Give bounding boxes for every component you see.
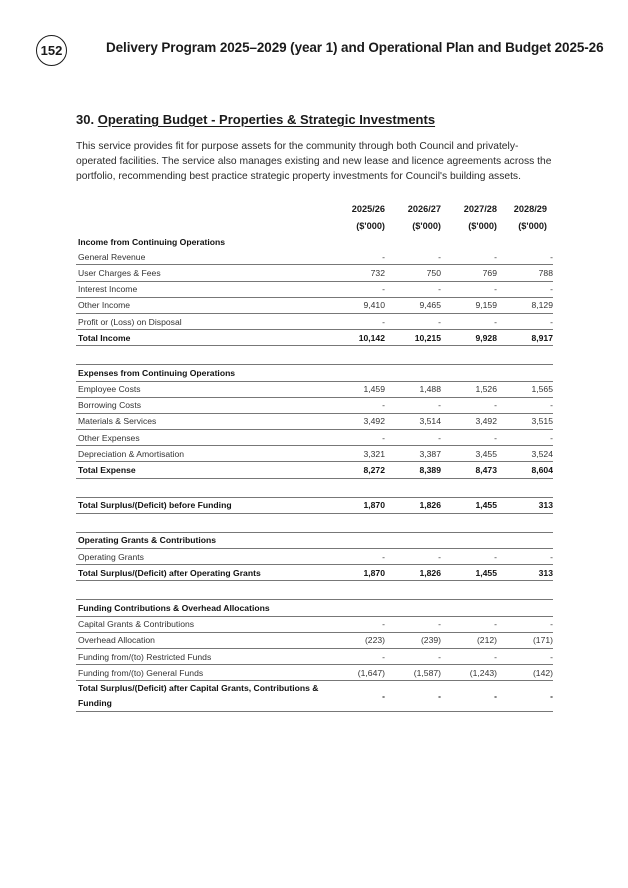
row-label: General Revenue: [76, 249, 329, 265]
row-value: -: [385, 249, 441, 265]
table-row: [76, 446, 553, 462]
row-value: 1,455: [441, 565, 497, 581]
row-value: 3,455: [441, 446, 497, 462]
row-value: (142): [497, 665, 553, 681]
row-value: 750: [385, 265, 441, 281]
row-value: -: [497, 249, 553, 265]
table-row: [76, 632, 553, 648]
column-year: 2025/26: [351, 203, 385, 214]
row-label: Funding from/(to) General Funds: [76, 665, 329, 681]
row-value: -: [497, 397, 553, 413]
table-row: [76, 265, 553, 281]
row-label: Employee Costs: [76, 381, 329, 397]
row-label: Capital Grants & Contributions: [76, 616, 329, 632]
row-value: 8,129: [497, 297, 553, 313]
table-row: [76, 616, 553, 632]
section-heading-row: [76, 600, 553, 616]
spacer-row: [76, 513, 553, 532]
row-value: -: [497, 430, 553, 446]
row-value: 769: [441, 265, 497, 281]
row-value: -: [441, 249, 497, 265]
row-value: -: [497, 281, 553, 297]
row-value: 1,488: [385, 381, 441, 397]
column-year: 2026/27: [407, 203, 441, 214]
column-year-row: [76, 200, 553, 217]
row-value: -: [329, 249, 385, 265]
row-value: -: [497, 616, 553, 632]
row-label: Funding from/(to) Restricted Funds: [76, 648, 329, 664]
row-value: 1,526: [441, 381, 497, 397]
row-value: -: [329, 281, 385, 297]
row-value: 9,159: [441, 297, 497, 313]
table-row: [76, 413, 553, 429]
row-value: -: [497, 681, 553, 712]
row-value: 1,870: [329, 565, 385, 581]
row-value: -: [385, 549, 441, 565]
spacer-row: [76, 581, 553, 600]
row-label: Other Income: [76, 297, 329, 313]
row-value: 788: [497, 265, 553, 281]
row-label: Materials & Services: [76, 413, 329, 429]
page-number: 152: [36, 35, 67, 66]
row-value: 9,928: [441, 330, 497, 346]
group-heading: Operating Grants & Contributions: [76, 532, 553, 548]
group-heading: Income from Continuing Operations: [78, 236, 226, 247]
table-row: [76, 381, 553, 397]
row-value: (171): [497, 632, 553, 648]
table-row: [76, 313, 553, 329]
row-value: -: [385, 313, 441, 329]
row-label: Total Expense: [76, 462, 329, 478]
row-value: 1,459: [329, 381, 385, 397]
row-value: -: [385, 281, 441, 297]
group-heading: Expenses from Continuing Operations: [76, 365, 553, 381]
row-value: 8,473: [441, 462, 497, 478]
column-year: 2027/28: [463, 203, 497, 214]
row-value: -: [385, 616, 441, 632]
total-income-row: [76, 330, 553, 346]
group-heading: Funding Contributions & Overhead Allocations: [76, 600, 553, 616]
row-label: Total Income: [76, 330, 329, 346]
section-heading: [76, 112, 435, 127]
column-unit: ($'000): [468, 220, 497, 231]
row-value: -: [329, 549, 385, 565]
row-label: Interest Income: [76, 281, 329, 297]
section-heading-row: [76, 234, 553, 249]
row-value: -: [385, 681, 441, 712]
row-value: (223): [329, 632, 385, 648]
row-value: (239): [385, 632, 441, 648]
row-value: 3,321: [329, 446, 385, 462]
row-value: 3,515: [497, 413, 553, 429]
row-value: 10,215: [385, 330, 441, 346]
column-unit: ($'000): [412, 220, 441, 231]
row-value: 3,514: [385, 413, 441, 429]
row-value: 1,826: [385, 565, 441, 581]
row-value: -: [441, 648, 497, 664]
document-title: Delivery Program 2025–2029 (year 1) and Operational Plan and Budget 2025-26: [106, 40, 604, 55]
section-heading-row: [76, 365, 553, 381]
table-row: [76, 430, 553, 446]
row-value: -: [385, 397, 441, 413]
column-unit: ($'000): [356, 220, 385, 231]
row-value: -: [385, 648, 441, 664]
row-value: 9,465: [385, 297, 441, 313]
total-expense-row: [76, 462, 553, 478]
row-value: -: [329, 313, 385, 329]
row-label: Borrowing Costs: [76, 397, 329, 413]
table-row: [76, 665, 553, 681]
row-label: Operating Grants: [76, 549, 329, 565]
row-value: -: [441, 681, 497, 712]
row-value: -: [441, 430, 497, 446]
row-value: 8,917: [497, 330, 553, 346]
row-value: 313: [497, 565, 553, 581]
row-value: -: [441, 313, 497, 329]
row-value: 10,142: [329, 330, 385, 346]
row-value: 1,565: [497, 381, 553, 397]
row-value: 313: [497, 497, 553, 513]
row-value: 3,492: [441, 413, 497, 429]
row-value: -: [441, 549, 497, 565]
row-value: 9,410: [329, 297, 385, 313]
column-year: 2028/29: [513, 203, 547, 214]
table-row: [76, 549, 553, 565]
row-value: (1,243): [441, 665, 497, 681]
row-value: (212): [441, 632, 497, 648]
final-total-row: [76, 681, 553, 712]
row-value: -: [329, 397, 385, 413]
row-value: 3,524: [497, 446, 553, 462]
row-value: -: [497, 549, 553, 565]
section-intro: This service provides fit for purpose assets for the community through both Council and privately-operated facilities. The service also manages existing and new lease and licence agreements across the portfolio, recommending best practice strategic property investments for Council's building assets.: [76, 141, 552, 182]
table-row: [76, 397, 553, 413]
surplus-before-funding-row: [76, 497, 553, 513]
row-value: -: [329, 616, 385, 632]
row-label: Total Surplus/(Deficit) after Capital Grants, Contributions & Funding: [76, 681, 329, 712]
row-value: -: [329, 430, 385, 446]
operating-budget-table: [76, 200, 553, 712]
table-row: [76, 281, 553, 297]
row-value: 3,387: [385, 446, 441, 462]
row-label: Total Surplus/(Deficit) after Operating Grants: [76, 565, 329, 581]
table-row: [76, 249, 553, 265]
row-value: (1,587): [385, 665, 441, 681]
spacer-row: [76, 346, 553, 365]
row-value: (1,647): [329, 665, 385, 681]
row-value: 8,389: [385, 462, 441, 478]
row-value: -: [441, 397, 497, 413]
row-value: 8,272: [329, 462, 385, 478]
row-value: -: [329, 648, 385, 664]
row-label: Profit or (Loss) on Disposal: [76, 313, 329, 329]
spacer-row: [76, 478, 553, 497]
section-heading-row: [76, 532, 553, 548]
row-value: -: [497, 648, 553, 664]
row-label: User Charges & Fees: [76, 265, 329, 281]
section-number: 30.: [76, 112, 95, 127]
row-label: Overhead Allocation: [76, 632, 329, 648]
row-value: 1,870: [329, 497, 385, 513]
row-value: 1,826: [385, 497, 441, 513]
row-label: Total Surplus/(Deficit) before Funding: [76, 497, 329, 513]
row-value: -: [329, 681, 385, 712]
table-row: [76, 648, 553, 664]
row-value: 1,455: [441, 497, 497, 513]
column-unit: ($'000): [518, 220, 547, 231]
row-label: Other Expenses: [76, 430, 329, 446]
row-value: -: [385, 430, 441, 446]
column-unit-row: [76, 217, 553, 234]
row-value: 8,604: [497, 462, 553, 478]
section-title: Operating Budget - Properties & Strategic Investments: [97, 112, 436, 127]
row-value: -: [441, 281, 497, 297]
row-value: 3,492: [329, 413, 385, 429]
row-value: -: [497, 313, 553, 329]
row-value: 732: [329, 265, 385, 281]
table-row: [76, 297, 553, 313]
row-label: Depreciation & Amortisation: [76, 446, 329, 462]
surplus-after-grants-row: [76, 565, 553, 581]
row-value: -: [441, 616, 497, 632]
